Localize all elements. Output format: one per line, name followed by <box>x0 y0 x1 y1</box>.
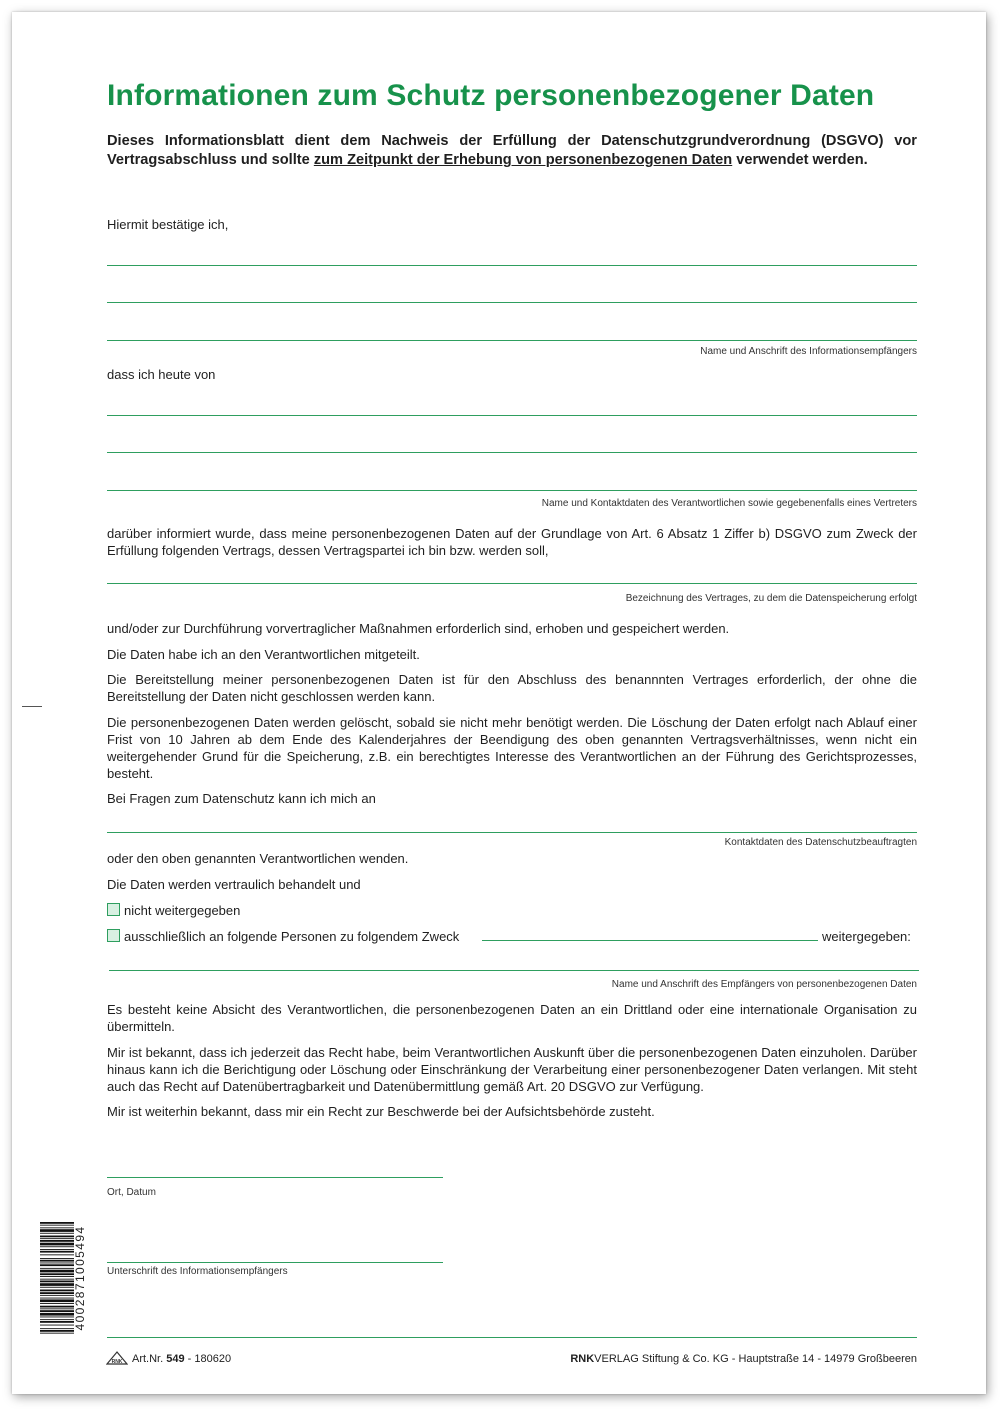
option-shared-suffix: weitergegeben: <box>822 929 911 944</box>
barcode <box>40 1222 74 1334</box>
fold-mark <box>22 706 42 707</box>
controller-caption: Name und Kontaktdaten des Verantwortlichen sowie gegebenenfalls eines Vertreters <box>541 498 917 509</box>
paragraph-4: Die personenbezogenen Daten werden gelöscht, sobald sie nicht mehr benötigt werden. Die Löschung der Daten erfolgt nach Ablauf einer Frist von 10 Jahren ab dem Ende des Kalenderjahres der Beendigung des oben genannten Vertragsverhältnisses, wenn nicht ein weitergehender Grund für die Speicherung, z.B. ein berechtigtes Interesse des Verantwortlichen an der Führung des Gerichtsprozesses, besteht. <box>107 715 917 781</box>
recipients-caption: Name und Anschrift des Empfängers von personenbezogenen Daten <box>611 979 917 990</box>
svg-text:RNK: RNK <box>111 1359 123 1365</box>
paragraph-1: und/oder zur Durchführung vorvertraglicher Maßnahmen erforderlich sind, erhoben und gespeichert werden. <box>107 621 730 636</box>
closing-3: Mir ist weiterhin bekannt, dass mir ein Recht zur Beschwerde bei der Aufsichtsbehörde zusteht. <box>107 1104 655 1119</box>
paragraph-2: Die Daten habe ich an den Verantwortlichen mitgeteilt. <box>107 647 420 662</box>
recipient-line-1[interactable] <box>107 265 917 266</box>
signature-line[interactable] <box>107 1262 443 1263</box>
dpo-caption: Kontaktdaten des Datenschutzbeauftragten <box>724 837 917 848</box>
paragraph-7: Die Daten werden vertraulich behandelt und <box>107 877 361 892</box>
publisher-logo-icon <box>106 1351 128 1365</box>
recipient-caption: Name und Anschrift des Informationsempfängers <box>700 346 917 357</box>
footer-rule <box>107 1337 917 1338</box>
confirm-label: Hiermit bestätige ich, <box>107 217 229 232</box>
intro-text: Dieses Informationsblatt dient dem Nachweis der Erfüllung der Datenschutzgrundverordnung (DSGVO) vor Vertragsabschluss und sollte zum Zeitpunkt der Erhebung von personenbezogenen Daten verwendet werden. <box>107 133 917 168</box>
contract-line[interactable] <box>107 583 917 584</box>
paragraph-6: oder den oben genannten Verantwortlichen wenden. <box>107 851 409 866</box>
controller-label: dass ich heute von <box>107 367 216 382</box>
paragraph-5: Bei Fragen zum Datenschutz kann ich mich an <box>107 791 376 806</box>
place-date-line[interactable] <box>107 1177 443 1178</box>
option-shared-label: ausschließlich an folgende Personen zu folgendem Zweck <box>124 929 460 944</box>
barcode-number: 4002871005494 <box>73 1225 87 1331</box>
option-not-shared-checkbox[interactable] <box>107 903 120 916</box>
recipient-line-3[interactable] <box>107 340 917 341</box>
article-number: Art.Nr. 549 - 180620 <box>132 1353 232 1365</box>
option-shared-checkbox[interactable] <box>107 929 120 942</box>
place-date-caption: Ort, Datum <box>107 1187 156 1198</box>
signature-caption: Unterschrift des Informationsempfängers <box>107 1266 288 1277</box>
paragraph-3: Die Bereitstellung meiner personenbezogenen Daten ist für den Abschluss des benannnten Vertrages erforderlich, der ohne die Bereitstellung der Daten nicht geschlossen werden kann. <box>107 672 917 704</box>
closing-2: Mir ist bekannt, dass ich jederzeit das Recht habe, beim Verantwortlichen Auskunft über die personenbezogenen Daten einzuholen. Darüber hinaus kann ich die Berichtigung oder Löschung oder Einschränkung der Verarbeitung einer personenbezogener Daten verlangen. Mit steht auch das Recht auf Datenübertragbarkeit und Datenübermittlung gemäß Art. 20 DSGVO zur Verfügung. <box>107 1045 917 1094</box>
intro-underlined: zum Zeitpunkt der Erhebung von personenbezogenen Daten <box>313 152 733 168</box>
publisher-info: RNKVERLAG Stiftung & Co. KG - Hauptstraße 14 - 14979 Großbeeren <box>570 1353 917 1365</box>
dpo-line[interactable] <box>107 832 917 833</box>
legal-basis-text: darüber informiert wurde, dass meine personenbezogenen Daten auf der Grundlage von Art. 6 Absatz 1 Ziffer b) DSGVO zum Zweck der Erfüllung folgenden Vertrags, dessen Vertragspartei ich bin bzw. werden soll, <box>107 526 917 558</box>
recipient-line-2[interactable] <box>107 302 917 303</box>
form-title: Informationen zum Schutz personenbezogener Daten <box>107 79 875 112</box>
option-not-shared-label: nicht weitergegeben <box>124 903 241 918</box>
controller-line-1[interactable] <box>107 415 917 416</box>
closing-1: Es besteht keine Absicht des Verantwortlichen, die personenbezogenen Daten an ein Drittland oder eine internationale Organisation zu übermitteln. <box>107 1002 917 1034</box>
purpose-line[interactable] <box>482 940 818 941</box>
recipients-line[interactable] <box>109 970 919 971</box>
controller-line-3[interactable] <box>107 490 917 491</box>
controller-line-2[interactable] <box>107 452 917 453</box>
contract-caption: Bezeichnung des Vertrages, zu dem die Datenspeicherung erfolgt <box>625 593 917 604</box>
